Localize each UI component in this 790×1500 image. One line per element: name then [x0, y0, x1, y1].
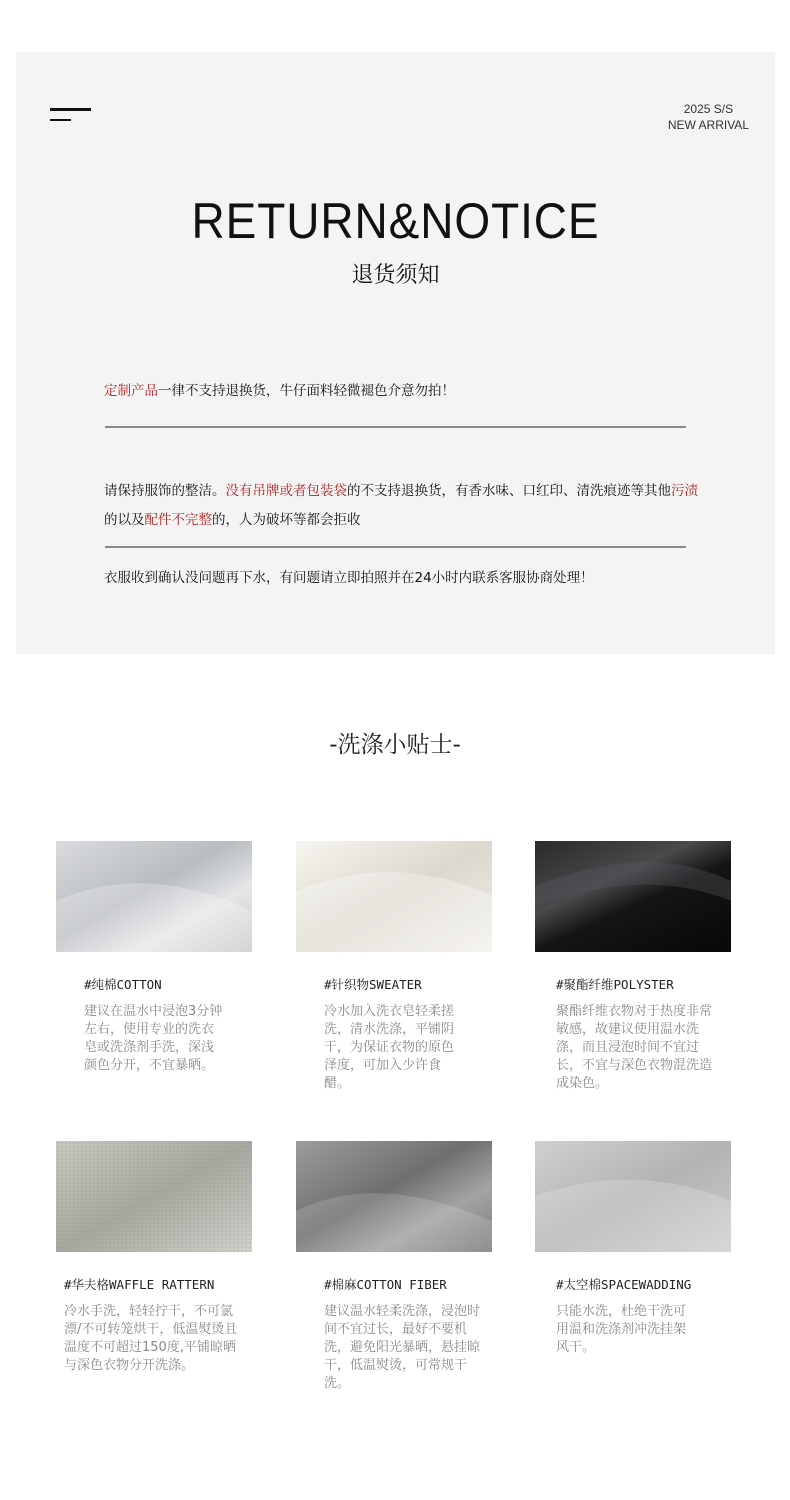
return-notice-panel	[16, 52, 775, 654]
tip-description: 只能水洗，杜绝干洗可用温和洗涤剂冲洗挂架风干。	[556, 1304, 687, 1355]
fabric-image-polyester	[535, 841, 731, 952]
notice-text: 请保持服饰的整洁。	[104, 483, 226, 499]
fabric-image-cotton-linen	[296, 1141, 492, 1252]
tip-description: 冷水手洗，轻轻拧干，不可氯漂/不可转笼烘干，低温熨烫且温度不可超过150度,平铺晾晒与深色衣物分开洗涤。	[64, 1304, 238, 1373]
tip-title: #棉麻COTTON FIBER	[324, 1277, 447, 1292]
notice-highlight: 配件不完整	[144, 512, 212, 528]
notice-highlight: 污渍	[671, 483, 698, 499]
page-title-en: RETURN&NOTICE	[191, 193, 600, 249]
notice-custom-products	[104, 377, 704, 406]
season-arrival: NEW ARRIVAL	[667, 118, 749, 132]
tip-description: 建议在温水中浸泡3分钟左右，使用专业的洗衣皂或洗涤剂手洗，深浅颜色分开，不宜暴晒。	[84, 1004, 223, 1073]
notice-text: 的，人为破坏等都会拒收	[212, 512, 361, 528]
notice-cleanliness	[104, 477, 704, 535]
fabric-image-waffle	[56, 1141, 252, 1252]
tip-title: #针织物SWEATER	[324, 977, 422, 992]
tip-title: #华夫格WAFFLE RATTERN	[64, 1277, 215, 1292]
menu-icon-bar	[50, 119, 71, 121]
fabric-image-space-cotton	[535, 1141, 731, 1252]
page-title-cn: 退货须知	[351, 263, 440, 288]
notice-text: 衣服收到确认没问题再下水，有问题请立即拍照并在24小时内联系客服协商处理！	[104, 570, 594, 586]
notice-inspect	[104, 564, 704, 593]
divider	[105, 426, 686, 428]
season-label	[668, 101, 749, 133]
menu-icon-bar	[50, 108, 91, 111]
tip-description: 冷水加入洗衣皂轻柔搓洗，清水洗涤，平铺阴干，为保证衣物的原色泽度，可加入少许食醋。	[324, 1004, 455, 1091]
notice-highlight: 定制产品	[104, 383, 158, 399]
season-year: 2025 S/S	[683, 102, 734, 116]
notice-text: 的不支持退换货，有香水味、口红印、清洗痕迹等其他	[347, 483, 671, 499]
divider	[105, 546, 686, 548]
tip-title: #纯棉COTTON	[84, 977, 162, 992]
washing-tips-heading: -洗涤小贴士-	[329, 732, 461, 758]
tip-title: #太空棉SPACEWADDING	[556, 1277, 692, 1292]
tip-title: #聚酯纤维POLYSTER	[556, 977, 674, 992]
notice-text: 的以及	[104, 512, 145, 528]
menu-icon[interactable]	[50, 108, 92, 124]
fabric-image-cotton	[56, 841, 252, 952]
tip-description: 建议温水轻柔洗涤，浸泡时间不宜过长，最好不要机洗，避免阳光暴晒，悬挂晾干，低温熨烫，可常规干洗。	[324, 1304, 481, 1391]
notice-highlight: 没有吊牌或者包装袋	[225, 483, 347, 499]
notice-text: 一律不支持退换货，牛仔面料轻微褪色介意勿拍！	[158, 383, 455, 399]
fabric-image-sweater	[296, 841, 492, 952]
tip-description: 聚酯纤维衣物对于热度非常敏感，故建议使用温水洗涤，而且浸泡时间不宜过长，不宜与深色衣物混洗造成染色。	[556, 1004, 713, 1091]
